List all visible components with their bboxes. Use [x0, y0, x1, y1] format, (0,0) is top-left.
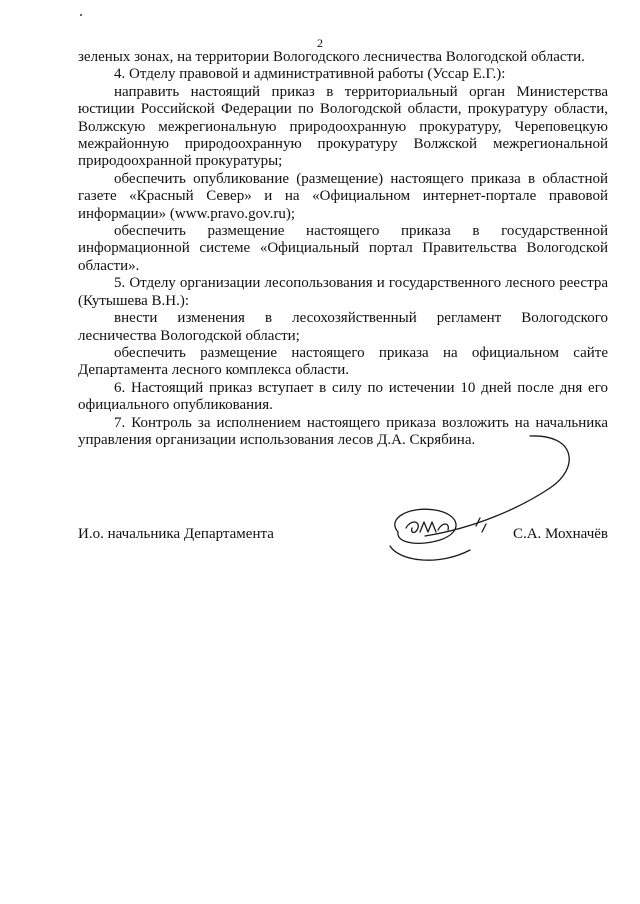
paragraph-item-5: 5. Отделу организации лесопользования и государственного лесного реестра (Кутышева В.Н.):	[78, 275, 608, 309]
paragraph-item-4-portal: обеспечить размещение настоящего приказа в государственной информационной системе «Официальный портал Правительства Вологодской области».	[78, 223, 608, 274]
signatory-position: И.о. начальника Департамента	[78, 526, 274, 542]
paragraph-item-4-publish: обеспечить опубликование (размещение) настоящего приказа в областной газете «Красный Север» и на «Официальном интернет-портале правовой информации» (www.pravo.gov.ru);	[78, 170, 608, 222]
paragraph-continuation: зеленых зонах, на территории Вологодского лесничества Вологодской области.	[78, 49, 585, 65]
paragraph-item-4-send: направить настоящий приказ в территориальный орган Министерства юстиции Российской Федерации по Вологодской области, прокуратуру области, Волжскую межрегиональную природоохранную прокуратуру, Череповецкую межрайонную природоохранную прокуратуру Волжской межрегиональной природоохранной прокуратуры;	[78, 83, 608, 170]
handwritten-signature	[380, 428, 580, 578]
scan-speck	[80, 14, 82, 16]
paragraph-item-6: 6. Настоящий приказ вступает в силу по истечении 10 дней после дня его официального опубликования.	[78, 379, 608, 414]
signatory-name: С.А. Мохначёв	[512, 526, 608, 542]
paragraph-item-5-website: обеспечить размещение настоящего приказа на официальном сайте Департамента лесного комплекса области.	[78, 344, 608, 379]
page-number: 2	[317, 36, 323, 50]
paragraph-item-7: 7. Контроль за исполнением настоящего приказа возложить на начальника управления организации использования лесов Д.А. Скрябина.	[78, 414, 608, 448]
document-body	[78, 49, 608, 449]
paragraph-item-4: 4. Отделу правовой и административной работы (Уссар Е.Г.):	[114, 66, 506, 83]
paragraph-item-5-regulation: внести изменения в лесохозяйственный регламент Вологодского лесничества Вологодской области;	[78, 310, 608, 344]
